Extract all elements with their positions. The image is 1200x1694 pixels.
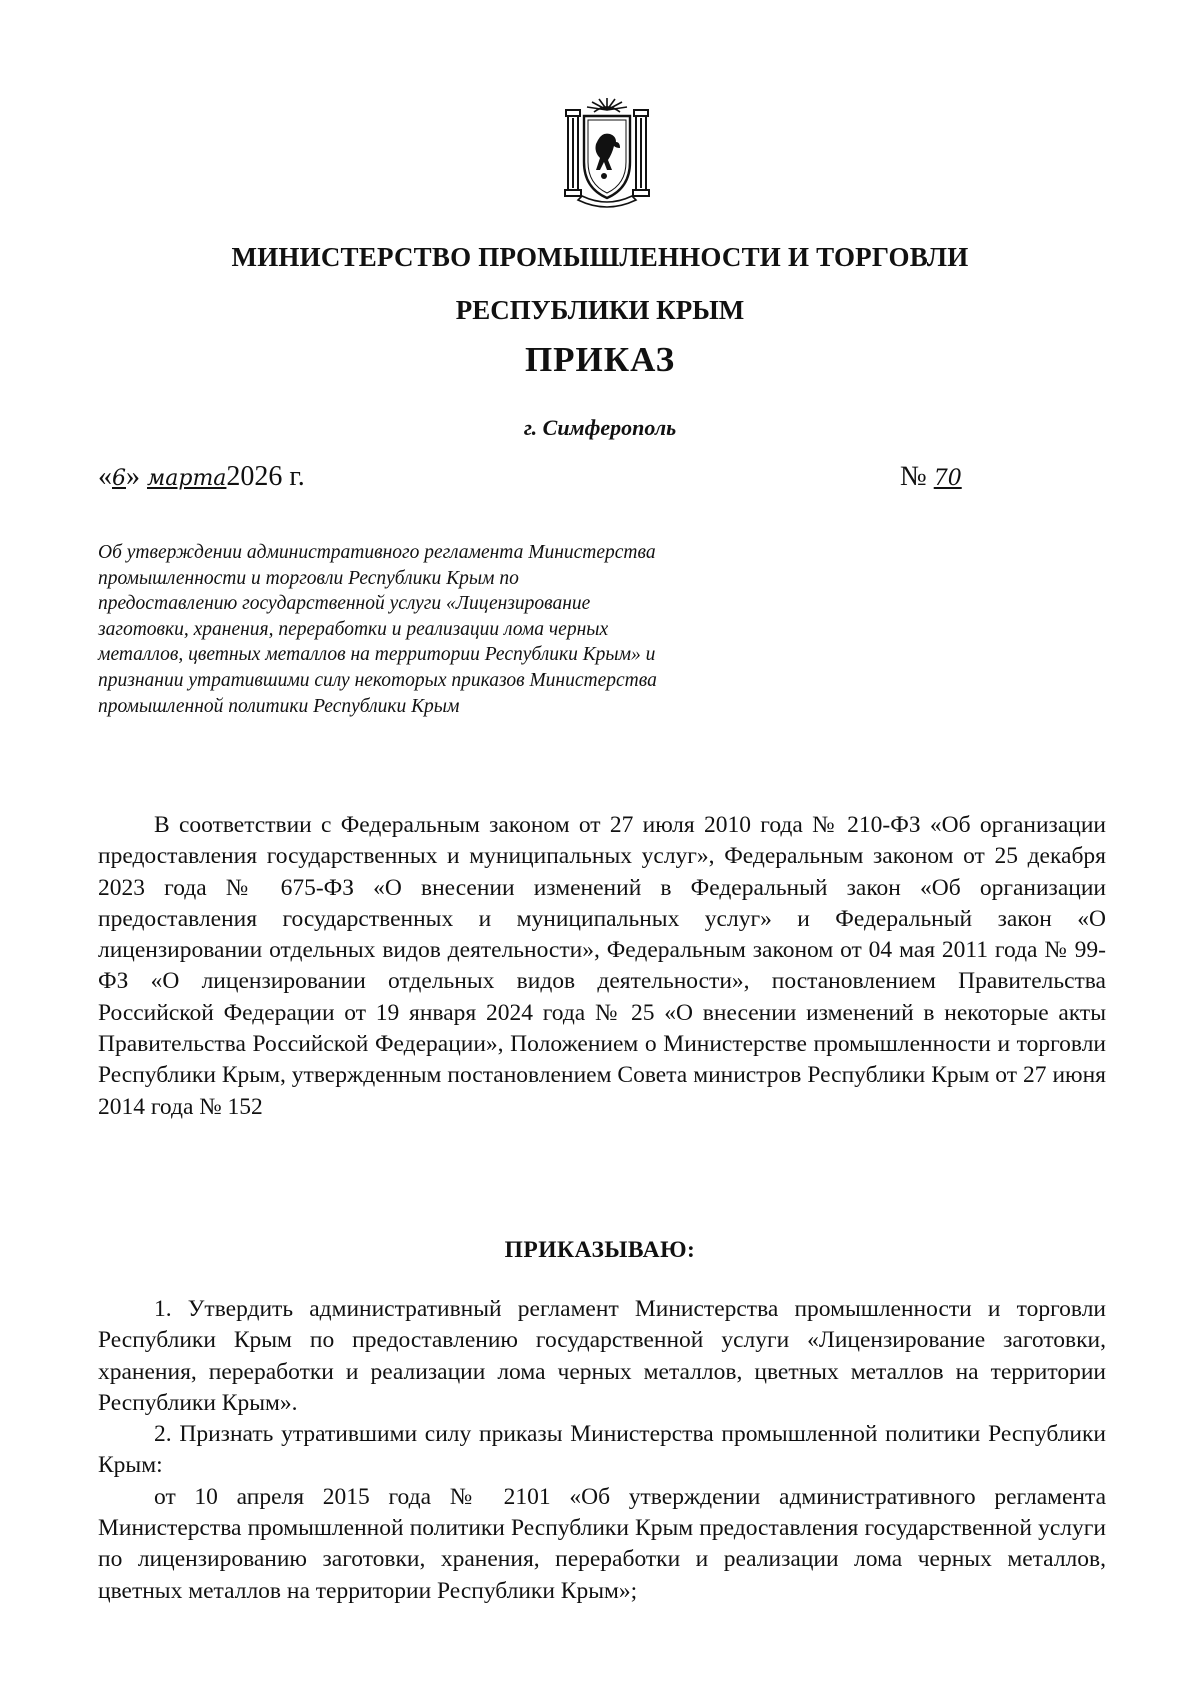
order-items [98,1294,1106,1607]
number-label: № [900,461,927,492]
date-day: 6 [112,466,126,491]
document-type: ПРИКАЗ [524,340,676,379]
date-month: марта [147,466,227,491]
document-subject: Об утверждении административного регламента Министерства промышленности и торговли Республики Крым по предоставлению государственной услуги «Лицензирование заготовки, хранения, переработки и реализации лома черных металлов, цветных металлов на территории Республики Крым» и признании утратившими силу некоторых приказов Министерства промышленной политики Республики Крым [98,542,657,717]
ministry-name: МИНИСТЕРСТВО ПРОМЫШЛЕННОСТИ И ТОРГОВЛИ [231,242,969,272]
orders-heading: ПРИКАЗЫВАЮ: [504,1237,696,1263]
date-year: 2026 г. [226,461,305,492]
ministry-republic: РЕСПУБЛИКИ КРЫМ [455,295,745,325]
document-number [900,461,1086,493]
order-item: 1. Утвердить административный регламент Министерства промышленности и торговли Республики Крым по предоставлению государственной услуги «Лицензирование заготовки, хранения, переработки и реализации лома черных металлов, цветных металлов на территории Республики Крым». [98,1296,1106,1416]
document-date [98,461,305,493]
crimea-coat-of-arms-icon [558,96,656,212]
number-value: 70 [933,466,962,491]
preamble-paragraph: В соответствии с Федеральным законом от 27 июля 2010 года № 210-ФЗ «Об организации предоставления государственных и муниципальных услуг», Федеральным законом от 25 декабря 2023 года № 675-ФЗ «О внесении изменений в Федеральный закон «Об организации предоставления государственных и муниципальных услуг» и Федеральный закон «О лицензировании отдельных видов деятельности», Федеральным законом от 04 мая 2011 года № 99-ФЗ «О лицензировании отдельных видов деятельности», постановлением Правительства Российской Федерации от 19 января 2024 года № 25 «О внесении изменений в некоторые акты Правительства Российской Федерации», Положением о Министерстве промышленности и торговли Республики Крым, утвержденным постановлением Совета министров Республики Крым от 27 июня 2014 года № 152 [98,812,1106,1120]
order-item: от 10 апреля 2015 года № 2101 «Об утверждении административного регламента Министерства промышленной политики Республики Крым предоставления государственной услуги по лицензированию заготовки, хранения, переработки и реализации лома черных металлов, цветных металлов на территории Республики Крым»; [98,1483,1106,1604]
date-open-quote: « [98,461,112,492]
date-close-quote: » [126,461,140,492]
city: г. Симферополь [523,415,677,440]
order-item: 2. Признать утратившими силу приказы Министерства промышленной политики Республики Крым: [98,1421,1106,1479]
